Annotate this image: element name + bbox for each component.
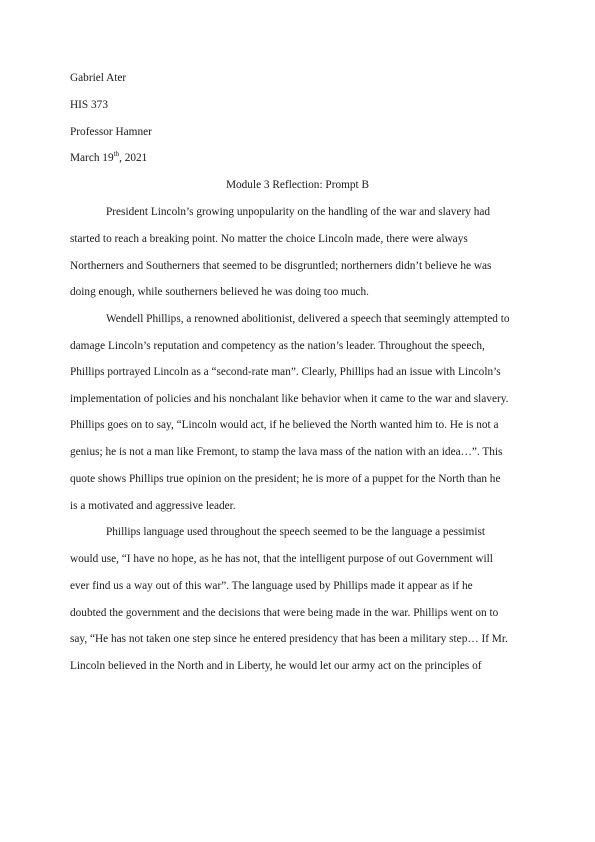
body-line: quote shows Phillips true opinion on the president; he is more of a puppet for the North than he	[70, 473, 501, 485]
body-line: doubted the government and the decisions that were being made in the war. Phillips went on to	[70, 607, 499, 619]
date-ordinal: th	[113, 150, 120, 159]
document-title: Module 3 Reflection: Prompt B	[225, 179, 370, 191]
course-code: HIS 373	[70, 99, 108, 111]
body-line: started to reach a breaking point. No matter the choice Lincoln made, there were always	[70, 233, 468, 245]
submission-date	[70, 151, 147, 165]
professor-name: Professor Hamner	[70, 126, 152, 138]
body-line: implementation of policies and his nonchalant like behavior when it came to the war and slavery.	[70, 393, 509, 405]
body-line: Northerners and Southerners that seemed to be disgruntled; northerners didn’t believe he was	[70, 260, 492, 272]
body-line: Wendell Phillips, a renowned abolitionist, delivered a speech that seemingly attempted to	[106, 313, 510, 325]
body-line: say, “He has not taken one step since he entered presidency that has been a military step… If Mr.	[70, 633, 508, 645]
body-line: Lincoln believed in the North and in Liberty, he would let our army act on the principles of	[70, 660, 482, 672]
body-line: is a motivated and aggressive leader.	[70, 500, 236, 512]
body-line: genius; he is not a man like Fremont, to stamp the lava mass of the nation with an idea…”. This	[70, 446, 503, 458]
body-line: ever find us a way out of this war”. The language used by Phillips made it appear as if he	[70, 580, 473, 592]
body-line: doing enough, while southerners believed he was doing too much.	[70, 286, 369, 298]
body-line: Phillips goes on to say, “Lincoln would act, if he believed the North wanted him to. He is not a	[70, 419, 499, 431]
body-line: damage Lincoln’s reputation and competency as the nation’s leader. Throughout the speech,	[70, 340, 485, 352]
body-line: would use, “I have no hope, as he has not, that the intelligent purpose of out Government will	[70, 553, 493, 565]
body-line: Phillips language used throughout the speech seemed to be the language a pessimist	[106, 526, 485, 538]
author-name: Gabriel Ater	[70, 72, 127, 84]
body-line: President Lincoln’s growing unpopularity on the handling of the war and slavery had	[106, 206, 491, 218]
date-year: , 2021	[119, 152, 148, 164]
body-line: Phillips portrayed Lincoln as a “second-rate man”. Clearly, Phillips had an issue with Lincoln’s	[70, 366, 501, 378]
date-month-day: March 19	[70, 152, 114, 164]
